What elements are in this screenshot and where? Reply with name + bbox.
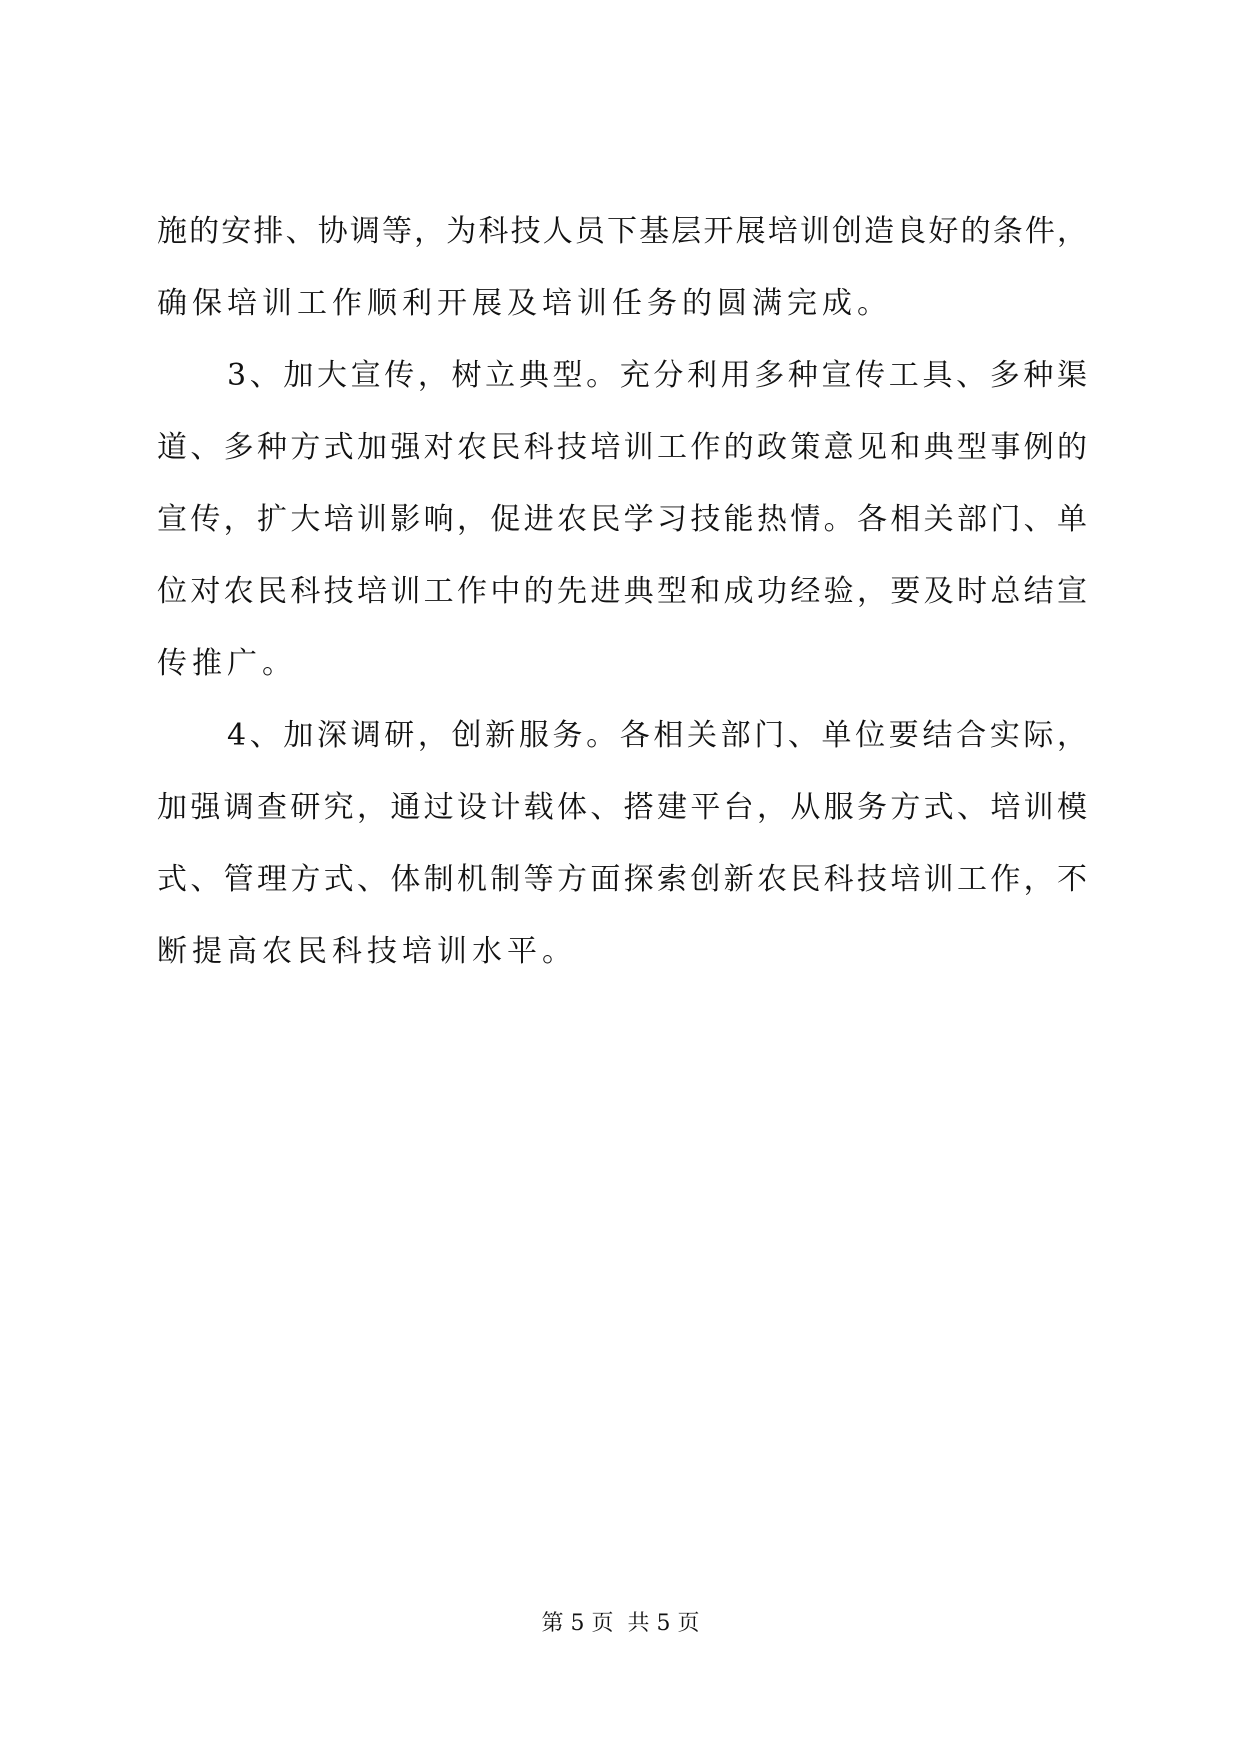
body-text-line: 断提高农民科技培训水平。 — [157, 934, 577, 969]
body-text-line: 道、多种方式加强对农民科技培训工作的政策意见和典型事例的 — [157, 430, 1087, 465]
page-number-footer: 第 5 页 共 5 页 — [541, 1611, 700, 1636]
body-text-line: 宣传，扩大培训影响，促进农民学习技能热情。各相关部门、单 — [157, 502, 1087, 537]
body-text-line: 传推广。 — [157, 646, 297, 681]
paragraph-3-first-line: 3、加大宣传，树立典型。充分利用多种宣传工具、多种渠 — [227, 358, 1087, 393]
body-text-line: 位对农民科技培训工作中的先进典型和成功经验，要及时总结宣 — [157, 574, 1087, 609]
body-text-line: 确保培训工作顺利开展及培训任务的圆满完成。 — [157, 286, 892, 321]
paragraph-4-first-line: 4、加深调研，创新服务。各相关部门、单位要结合实际， — [227, 718, 1087, 753]
body-text-line: 式、管理方式、体制机制等方面探索创新农民科技培训工作，不 — [157, 862, 1087, 897]
body-text-line: 施的安排、协调等，为科技人员下基层开展培训创造良好的条件， — [157, 214, 1087, 249]
body-text-line: 加强调查研究，通过设计载体、搭建平台，从服务方式、培训模 — [157, 790, 1087, 825]
